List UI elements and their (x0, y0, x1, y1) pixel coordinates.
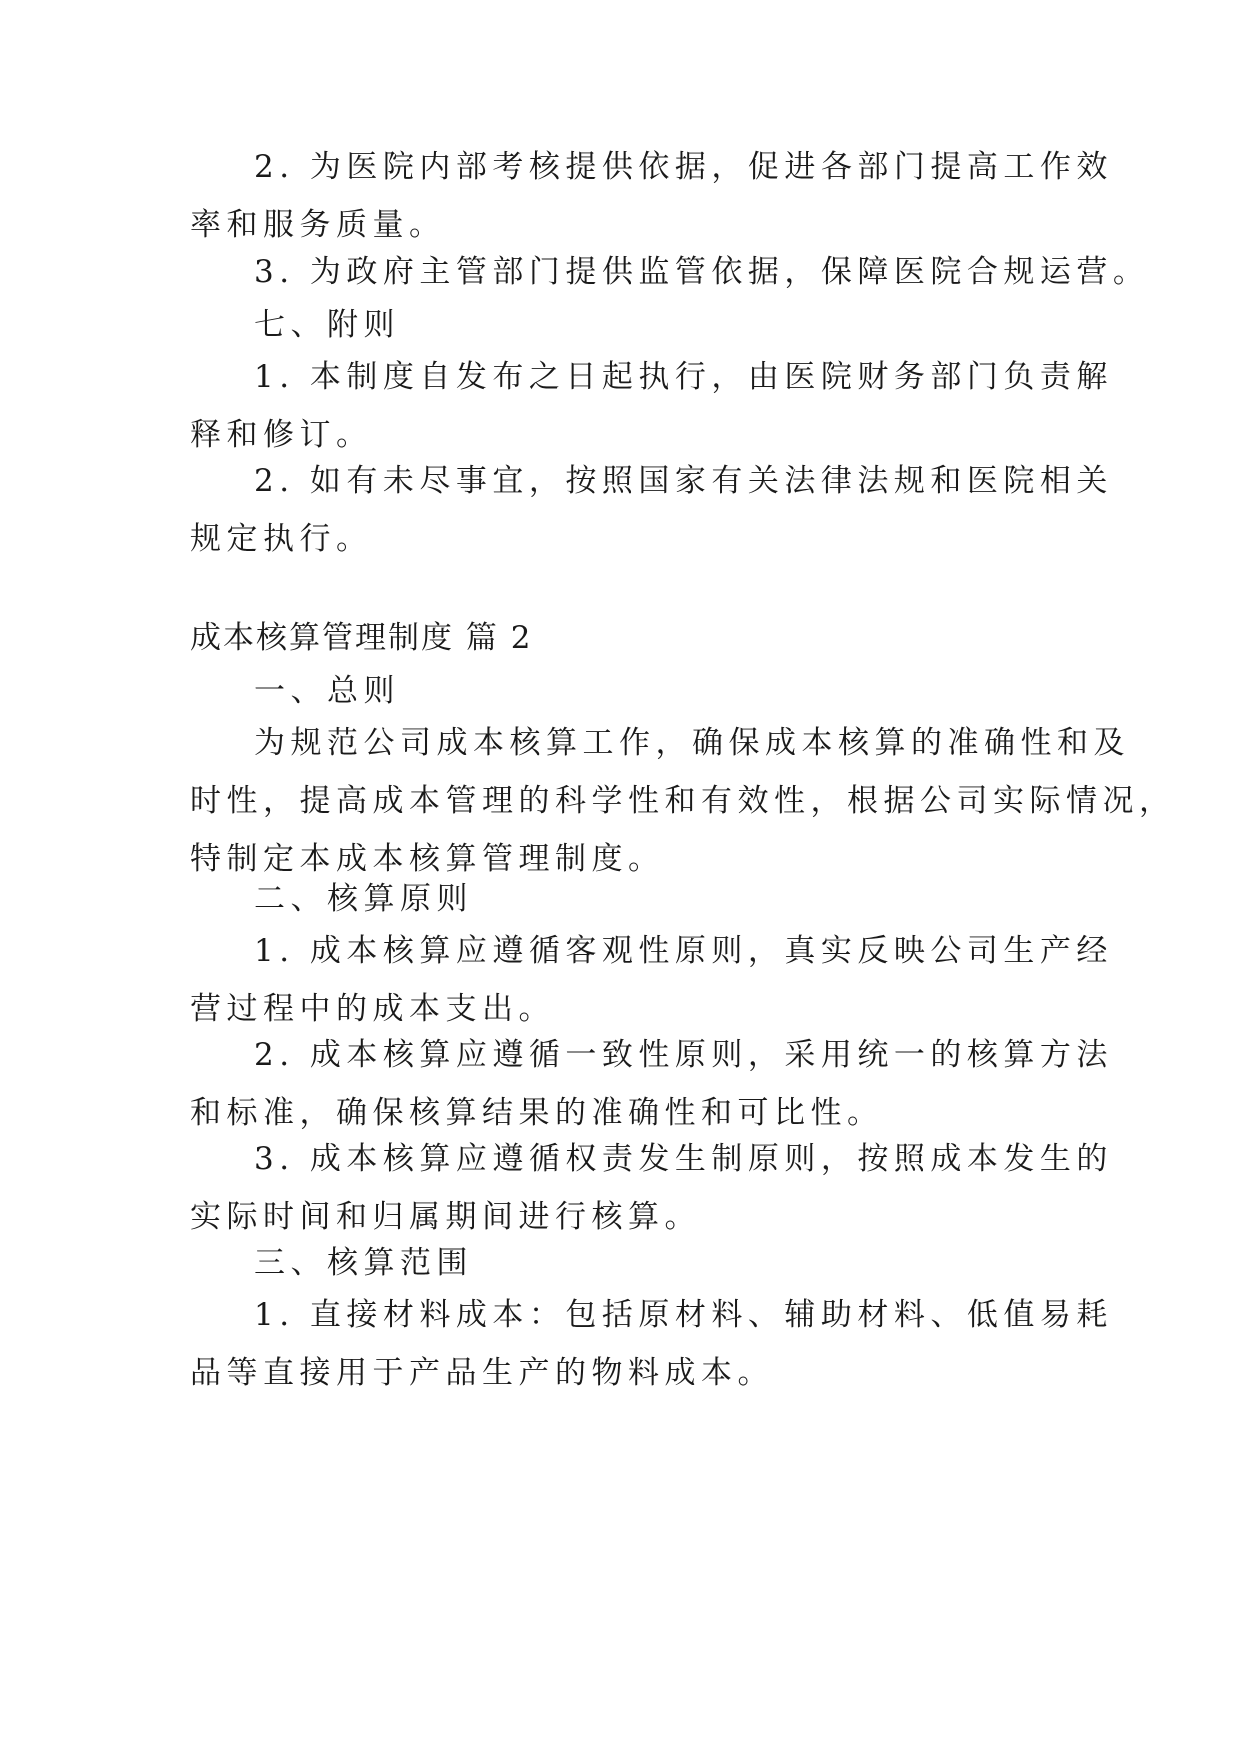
principles-heading (190, 870, 1070, 928)
text-line: 特制定本成本核算管理制度。 (190, 841, 665, 877)
text-line: 2. 成本核算应遵循一致性原则，采用统一的核算方法 (254, 1037, 1113, 1073)
paragraph-general (190, 714, 1176, 888)
text-line: 和标准，确保核算结果的准确性和可比性。 (190, 1095, 884, 1131)
section-title: 成本核算管理制度 篇 2 (190, 620, 533, 656)
text-line: 七、附则 (254, 307, 400, 343)
paragraph-scope-1 (190, 1286, 1113, 1402)
text-line: 时性，提高成本管理的科学性和有效性，根据公司实际情况， (190, 783, 1176, 819)
text-line: 规定执行。 (190, 521, 373, 557)
scope-heading (190, 1234, 1070, 1292)
paragraph-principle-3 (190, 1130, 1113, 1246)
text-line: 三、核算范围 (254, 1245, 473, 1281)
text-line: 为规范公司成本核算工作，确保成本核算的准确性和及 (254, 725, 1130, 761)
text-line: 率和服务质量。 (190, 207, 446, 243)
paragraph-rule-2 (190, 452, 1113, 568)
text-line: 3. 为政府主管部门提供监管依据，保障医院合规运营。 (254, 254, 1150, 290)
text-line: 2. 为医院内部考核提供依据，促进各部门提高工作效 (254, 149, 1113, 185)
text-line: 1. 直接材料成本：包括原材料、辅助材料、低值易耗 (254, 1297, 1113, 1333)
text-line: 实际时间和归属期间进行核算。 (190, 1199, 701, 1235)
paragraph-rule-1 (190, 348, 1113, 464)
text-line: 3. 成本核算应遵循权责发生制原则，按照成本发生的 (254, 1141, 1113, 1177)
text-line: 释和修订。 (190, 417, 373, 453)
paragraph-item-3 (190, 243, 1150, 301)
text-line: 营过程中的成本支出。 (190, 991, 555, 1027)
text-line: 二、核算原则 (254, 881, 473, 917)
chapter-7-heading (190, 296, 1070, 354)
text-line: 2. 如有未尽事宜，按照国家有关法律法规和医院相关 (254, 463, 1113, 499)
paragraph-item-2 (190, 138, 1113, 254)
general-heading (190, 662, 1070, 720)
text-line: 1. 成本核算应遵循客观性原则，真实反映公司生产经 (254, 933, 1113, 969)
text-line: 品等直接用于产品生产的物料成本。 (190, 1355, 774, 1391)
paragraph-principle-2 (190, 1026, 1113, 1142)
paragraph-principle-1 (190, 922, 1113, 1038)
text-line: 1. 本制度自发布之日起执行，由医院财务部门负责解 (254, 359, 1113, 395)
text-line: 一、总则 (254, 673, 400, 709)
